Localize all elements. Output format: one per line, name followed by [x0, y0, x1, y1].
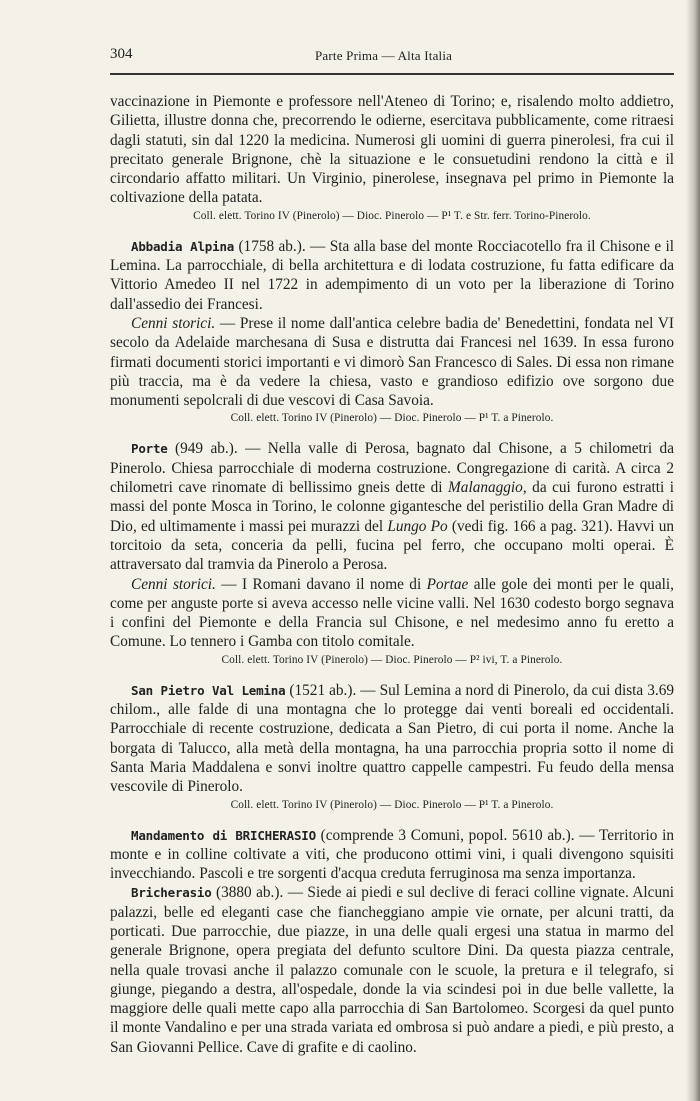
page-number: 304 [110, 46, 133, 62]
porte-italic-a: Malanaggio [448, 479, 523, 497]
entry-mandamento [110, 826, 674, 884]
abbadia-cenni-text: — Prese il nome dall'antica celebre badia de' Benedettini, fondata nel VI secolo da Adelaide marchesana di Susa e distrutta dai Francesi nel 1639. In essa furono firmati documenti storici importanti e vi dimorò San Francesco di Sales. Di essa non rimane più traccia, ma è da vedere la chiesa, vasto e grandioso edifizio ove sorgono due monumenti sepolcrali di due vescovi di Casa Savoia. [110, 314, 674, 410]
header-rule [110, 73, 674, 75]
coll-line-porte: Coll. elett. Torino IV (Pinerolo) — Dioc. Pinerolo — P² ivi, T. a Pinerolo. [221, 653, 563, 666]
entry-title-porte: Porte [131, 441, 168, 457]
cenni-label: Cenni storici. [131, 314, 216, 332]
porte-cenni [110, 575, 674, 652]
book-page [110, 0, 675, 1056]
porte-cenni-text-b: alle gole dei monti per le quali, come per anguste porte si aveva accesso nelle vicine valli. Nel 1630 codesto borgo segnava i confini del Piemonte e della Francia sul Chisone, e nel medesimo anno fu eretto a Comune. Lo tennero i Gamba con titolo comitale. [110, 575, 674, 651]
entry-abbadia [110, 237, 674, 314]
porte-italic-b: Lungo Po [387, 517, 448, 535]
entry-porte [110, 439, 674, 574]
entry-bricherasio [110, 883, 674, 1057]
entry-sanpietro [110, 681, 674, 797]
entry-title-mandamento: Mandamento di BRICHERASIO [131, 827, 316, 843]
abbadia-text: (1758 ab.). — Sta alla base del monte Rocciacotello fra il Chisone e il Lemina. La parrocchiale, di bella architettura e di lodata costruzione, fu fatta edificare da Vittorio Amedeo II nel 1722 in adempimento di un voto per la liberazione di Torino dall'assedio dei Francesi. [110, 237, 674, 313]
porte-text-c: (vedi fig. 166 a pag. 321). Havvi un torcitoio da seta, conceria da pelli, fucina pel ferro, che occupano molti operai. È attraversato dal tramvia da Pinerolo a Perosa. [110, 517, 675, 574]
abbadia-cenni [110, 314, 674, 410]
entry-title-abbadia: Abbadia Alpina [131, 238, 235, 254]
coll-line-abbadia: Coll. elett. Torino IV (Pinerolo) — Dioc. Pinerolo — P¹ T. a Pinerolo. [230, 412, 554, 425]
intro-paragraph: vaccinazione in Piemonte e professore nell'Ateneo di Torino; e, risalendo molto addietro, Gilietta, illustre donna che, precorrendo le odierne, esercitava pubblicamente, come ritraesi dagli statuti, sin dal 1220 la medicina. Numerosi gli uomini di guerra pinerolesi, fra cui il precitato generale Brignone, chè la situazione e le consuetudini rendono la città e il circondario affatto militari. Un Virginio, pinerolese, insegnava pel primo in Piemonte la coltivazione della patata. [110, 93, 674, 207]
porte-text-b: , da cui furono estratti i massi del ponte Mosca in Torino, le colonne gigantesche del peristilio della Gran Madre di Dio, ed ultimamente i massi pei murazzi del [110, 479, 674, 535]
entry-title-sanpietro: San Pietro Val Lemina [131, 682, 286, 698]
sanpietro-text: (1521 ab.). — Sul Lemina a nord di Pinerolo, da cui dista 3.69 chilom., alle falde di una montagna che lo protegge dai venti boreali ed occidentali. Parrocchiale di recente costruzione, dedicata a San Pietro, di cui porta il nome. Anche la borgata di Talucco, alla metà della montagna, ha una parrocchia propria sotto il nome di Santa Maria Maddalena e sonvi inoltre quattro cappelle campestri. Fu feudo della mensa vescovile di Pinerolo. [110, 681, 674, 796]
mandamento-text: (comprende 3 Comuni, popol. 5610 ab.). — Territorio in monte e in colline coltivate a viti, che producono ottimi vini, i quali divengono squisiti invecchiando. Pascoli e tre sorgenti d'acqua creduta ferruginosa ma senza importanza. [110, 826, 674, 883]
porte-cenni-text-a: — I Romani davano il nome di [215, 575, 427, 593]
coll-line-sanpietro: Coll. elett. Torino IV (Pinerolo) — Dioc. Pinerolo — P¹ T. a Pinerolo. [230, 798, 554, 811]
porte-cenni-italic: Portae [426, 575, 469, 593]
porte-text-a: (949 ab.). — Nella valle di Perosa, bagnato dal Chisone, a 5 chilometri da Pinerolo. Chiesa parrocchiale di moderna costruzione. Congregazione di carità. A circa 2 chilometri cave rinomate di bellissimo gneis dette di [110, 440, 674, 497]
running-head: Parte Prima — Alta Italia [315, 48, 453, 63]
page-body [110, 92, 674, 1057]
bricherasio-text: (3880 ab.). — Siede ai piedi e sul declive di feraci colline vignate. Alcuni palazzi, belle ed eleganti case che fiancheggiano ampie vie ornate, per alcuni tratti, da porticati. Due parrocchie, due piazze, in una delle quali ergesi una statua in marmo del generale Brignone, opera pregiata del defunto scultore Dini. Da questa piazza centrale, nella quale trovasi anche il palazzo comunale con le scuole, la pretura e il telegrafo, si giunge, piegando a destra, all'ospedale, donde la via scindesi poi in due belle vallette, la maggiore delle quali mette capo alla parrocchia di San Bartolomeo. Scorgesi da quel punto il monte Vandalino e per una strada variata ed ombrosa si può andare a piedi, e più presto, a San Giovanni Pellice. Cave di grafite e di caolino. [110, 884, 674, 1056]
entry-title-bricherasio: Bricherasio [131, 885, 212, 901]
page-edge-shadow [686, 0, 700, 1101]
cenni-label: Cenni storici. [131, 575, 216, 593]
coll-line-intro: Coll. elett. Torino IV (Pinerolo) — Dioc. Pinerolo — P¹ T. e Str. ferr. Torino-Pinerolo. [193, 209, 591, 222]
page-header [110, 0, 674, 64]
